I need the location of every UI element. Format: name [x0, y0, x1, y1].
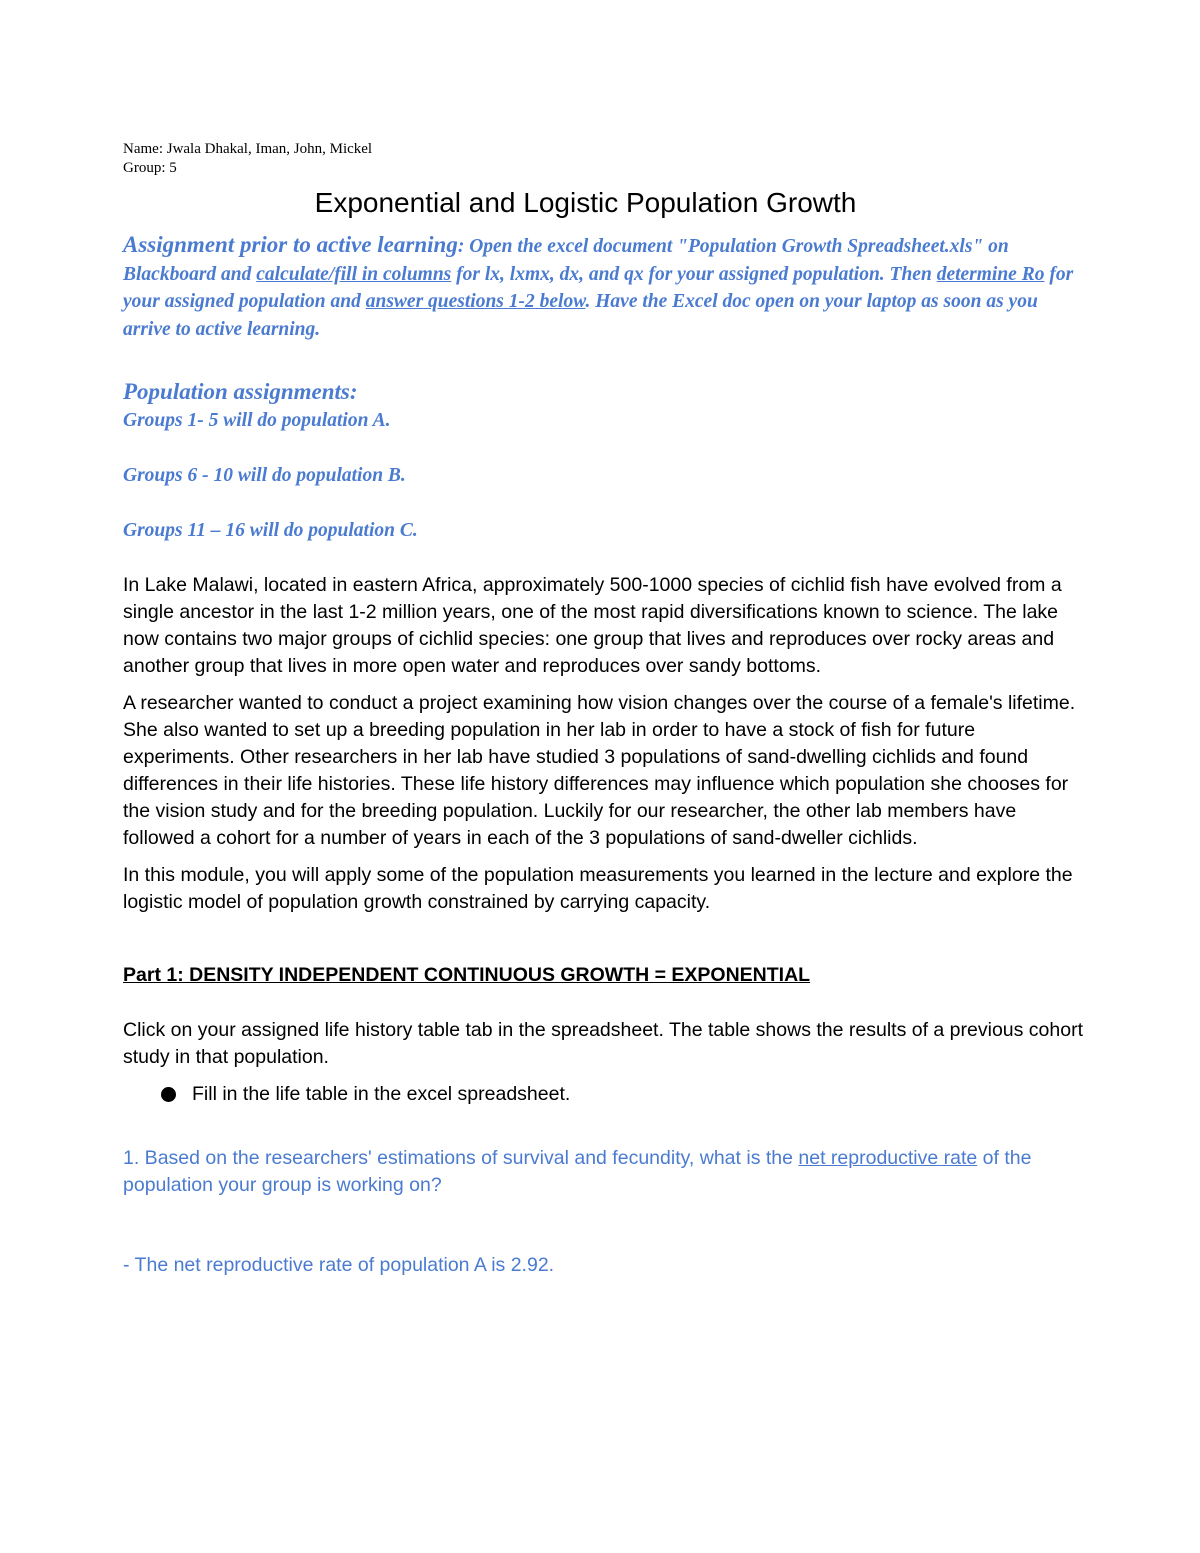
population-heading: Population assignments: — [123, 379, 358, 404]
question-1 — [123, 1145, 1083, 1199]
assignment-text-2: for lx, lxmx, dx, and qx for your assigned population. Then — [451, 263, 937, 285]
group-line — [123, 159, 1083, 178]
bullet-text: Fill in the life table in the excel spreadsheet. — [192, 1083, 571, 1105]
document-page — [123, 140, 1083, 1279]
name-line — [123, 140, 1083, 159]
assignment-underline-3: answer questions 1-2 below — [365, 291, 586, 312]
bullet-icon — [161, 1087, 176, 1102]
question-number: 1. — [123, 1147, 140, 1169]
name-value: Jwala Dhakal, Iman, John, Mickel — [166, 141, 373, 157]
part1-intro: Click on your assigned life history table tab in the spreadsheet. The table shows the results of a previous cohort study in that population. — [123, 1019, 1084, 1068]
answer-1: - The net reproductive rate of population A is 2.92. — [123, 1254, 555, 1276]
page-title: Exponential and Logistic Population Growth — [314, 187, 857, 218]
part1-bullet — [123, 1081, 1083, 1108]
assignment-text-1: : Open the excel document "Population Growth Spreadsheet.xls" on Blackboard and — [123, 236, 1009, 285]
paragraph-module: In this module, you will apply some of the population measurements you learned in the lecture and explore the logistic model of population growth constrained by carrying capacity. — [123, 864, 1073, 913]
population-group-a: Groups 1- 5 will do population A. — [123, 410, 391, 431]
population-group-c: Groups 11 – 16 will do population C. — [123, 520, 418, 541]
part1-heading: Part 1: DENSITY INDEPENDENT CONTINUOUS GROWTH = EXPONENTIAL — [123, 964, 811, 986]
paragraph-lake-malawi: In Lake Malawi, located in eastern Africa, approximately 500-1000 species of cichlid fish have evolved from a single ancestor in the last 1-2 million years, one of the most rapid diversifications known to science. The lake now contains two major groups of cichlid species: one group that lives and reproduces over rocky areas and another group that lives in more open water and reproduces over sandy bottoms. — [123, 574, 1062, 677]
paragraph-researcher: A researcher wanted to conduct a project examining how vision changes over the course of a female's lifetime. She also wanted to set up a breeding population in her lab in order to have a stock of fish for future experiments. Other researchers in her lab have studied 3 populations of sand-dwelling cichlids and found differences in their life histories. These life history differences may influence which population she chooses for the vision study and for the breeding population. Luckily for our researcher, the other lab members have followed a cohort for a number of years in each of the 3 populations of sand-dweller cichlids. — [123, 692, 1076, 849]
assignment-text-3: for your assigned population and — [123, 263, 1074, 312]
question-text-2: of the population your group is working on? — [123, 1147, 1032, 1196]
assignment-underline-1: calculate/fill in columns — [256, 263, 452, 285]
assignment-underline-2: determine Ro — [936, 263, 1045, 285]
population-group-b: Groups 6 - 10 will do population B. — [123, 465, 406, 486]
assignment-lead: Assignment prior to active learning — [123, 232, 458, 257]
group-label: Group: — [123, 160, 166, 176]
assignment-instructions — [123, 231, 1083, 343]
name-label: Name: — [123, 141, 163, 157]
question-underline: net reproductive rate — [798, 1147, 978, 1169]
group-value: 5 — [169, 160, 177, 176]
assignment-text-4: . Have the Excel doc open on your laptop as soon as you arrive to active learning. — [123, 291, 1038, 340]
question-text-1: Based on the researchers' estimations of survival and fecundity, what is the — [139, 1147, 799, 1169]
